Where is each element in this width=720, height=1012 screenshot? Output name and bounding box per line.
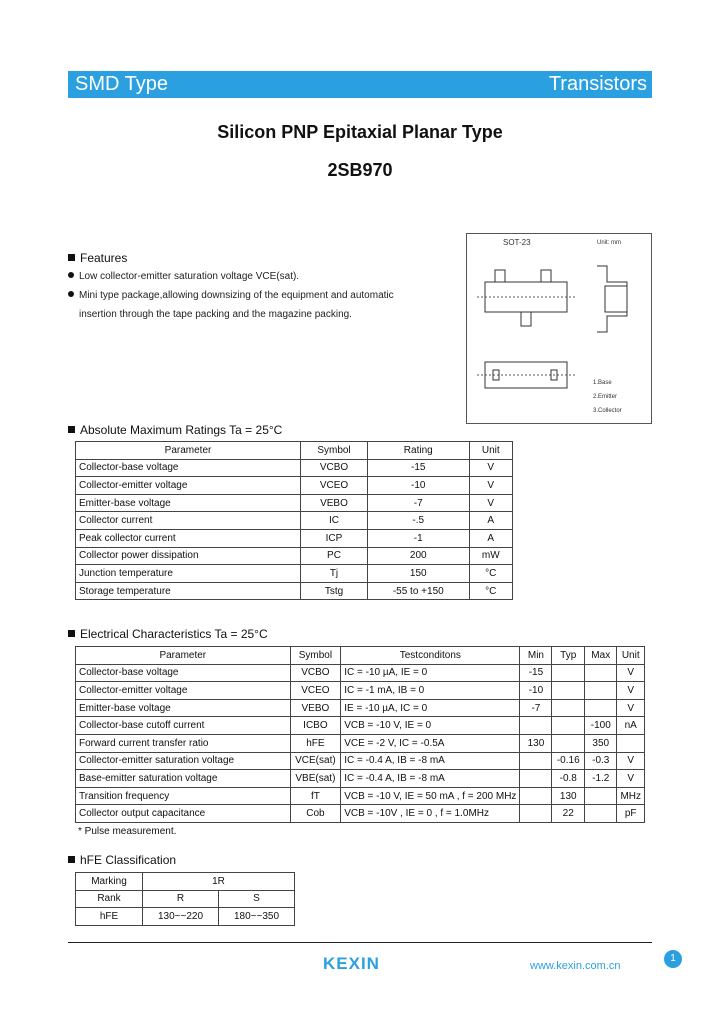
table-row: Collector-base voltage VCBO -15 V [76,459,513,477]
part-number: 2SB970 [327,160,393,180]
elec-char-table [75,646,645,823]
abs-heading: Absolute Maximum Ratings Ta = 25°C [68,423,282,437]
table-row: Collector-emitter saturation voltage VCE(sat) IC = -0.4 A, IB = -8 mA -0.16 -0.3 V [76,752,645,770]
table-row: Collector-base voltage VCBO IC = -10 µA, IE = 0 -15 V [76,664,645,682]
elec-heading: Electrical Characteristics Ta = 25°C [68,627,268,641]
table-row: Collector power dissipation PC 200 mW [76,547,513,565]
feature-item-continuation: insertion through the tape packing and the magazine packing. [79,309,352,320]
feature-item: Low collector-emitter saturation voltage VCE(sat). [68,271,299,282]
bullet-square-icon [68,254,75,261]
bullet-dot-icon [68,291,74,297]
footer-divider [68,942,652,943]
header-left: SMD Type [75,73,168,95]
table-row: Transition frequency fT VCB = -10 V, IE = 50 mA , f = 200 MHz 130 MHz [76,787,645,805]
table-row: Collector output capacitance Cob VCB = -10V , IE = 0 , f = 1.0MHz 22 pF [76,805,645,823]
bullet-square-icon [68,856,75,863]
col-header: Rating [368,442,470,460]
table-row: hFE 130~~220 180~~350 [76,908,295,926]
table-row: Emitter-base voltage VEBO -7 V [76,494,513,512]
package-drawing [466,233,652,424]
hfe-heading: hFE Classification [68,853,176,867]
hfe-table [75,872,295,926]
table-row: Rank R S [76,890,295,908]
table-row: Base-emitter saturation voltage VBE(sat) IC = -0.4 A, IB = -8 mA -0.8 -1.2 V [76,770,645,788]
table-row: Collector-base cutoff current ICBO VCB = -10 V, IE = 0 -100 nA [76,717,645,735]
col-header: Parameter [76,442,301,460]
feature-item: Mini type package,allowing downsizing of the equipment and automatic [68,290,394,301]
table-row: Collector-emitter voltage VCEO -10 V [76,477,513,495]
package-unit: Unit: mm [597,240,621,246]
page-title: Silicon PNP Epitaxial Planar Type [217,122,503,142]
pulse-note: * Pulse measurement. [78,826,177,837]
bullet-square-icon [68,630,75,637]
footer-url[interactable]: www.kexin.com.cn [530,960,621,972]
features-heading: Features [68,251,127,265]
pin-label: 1.Base [593,380,612,386]
table-header-row: Parameter Symbol Testconditons Min Typ Max Unit [76,647,645,665]
pin-label: 3.Collector [593,408,622,414]
kexin-logo: KEXIN [323,954,380,973]
table-row: Marking 1R [76,873,295,891]
abs-max-table [75,441,513,600]
header-banner [68,71,652,98]
col-header: Symbol [301,442,368,460]
table-row: Collector-emitter voltage VCEO IC = -1 mA, IB = 0 -10 V [76,682,645,700]
table-row: Forward current transfer ratio hFE VCE = -2 V, IC = -0.5A 130 350 [76,734,645,752]
col-header: Unit [469,442,513,460]
table-row: Collector current IC -.5 A [76,512,513,530]
package-outline-icon [467,234,651,423]
table-row: Junction temperature Tj 150 °C [76,565,513,583]
header-right: Transistors [548,73,647,95]
table-row: Storage temperature Tstg -55 to +150 °C [76,582,513,600]
page-number-badge: 1 [664,950,682,968]
bullet-square-icon [68,426,75,433]
pin-label: 2.Emitter [593,394,618,400]
bullet-dot-icon [68,272,74,278]
package-name: SOT-23 [503,238,531,247]
table-row: Peak collector current ICP -1 A [76,529,513,547]
table-header-row [76,442,513,460]
table-row: Emitter-base voltage VEBO IE = -10 µA, IC = 0 -7 V [76,699,645,717]
